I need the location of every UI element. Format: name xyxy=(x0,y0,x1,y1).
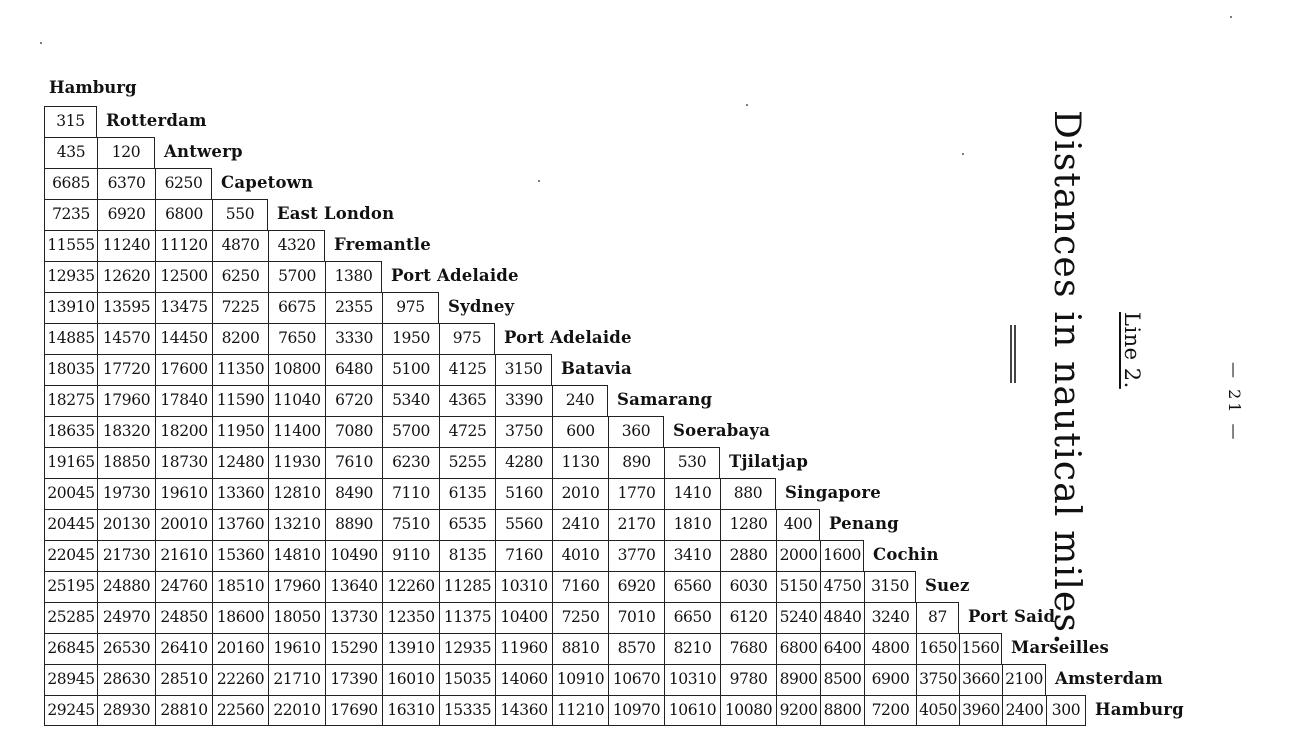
distance-cell: 5340 xyxy=(382,385,439,416)
distance-cell: 24850 xyxy=(155,602,212,633)
distance-cell: 880 xyxy=(720,478,776,509)
distance-cell: 12935 xyxy=(439,633,495,664)
distance-cell: 2100 xyxy=(1002,664,1046,695)
distance-cell: 6675 xyxy=(268,292,325,323)
distance-cell: 26845 xyxy=(44,633,97,664)
distance-cell: 400 xyxy=(776,509,820,540)
distance-cell: 3750 xyxy=(916,664,959,695)
distance-cell: 28810 xyxy=(155,695,212,726)
distance-cell: 13360 xyxy=(212,478,268,509)
distance-cell: 3660 xyxy=(959,664,1002,695)
distance-cell: 13210 xyxy=(268,509,325,540)
port-label: Fremantle xyxy=(334,235,431,254)
distance-cell: 7010 xyxy=(608,602,664,633)
port-label: Antwerp xyxy=(164,142,243,161)
distance-cell: 6800 xyxy=(776,633,820,664)
distance-cell: 12260 xyxy=(382,571,439,602)
port-label: Suez xyxy=(925,576,970,595)
distance-cell: 975 xyxy=(382,292,439,323)
distance-cell: 12500 xyxy=(155,261,212,292)
distance-cell: 3960 xyxy=(959,695,1002,726)
distance-cell: 7160 xyxy=(552,571,608,602)
distance-cell: 7080 xyxy=(325,416,382,447)
distance-cell: 11590 xyxy=(212,385,268,416)
distance-cell: 24760 xyxy=(155,571,212,602)
distance-cell: 975 xyxy=(439,323,495,354)
distance-cell: 22260 xyxy=(212,664,268,695)
distance-cell: 9200 xyxy=(776,695,820,726)
distance-cell: 8570 xyxy=(608,633,664,664)
distance-cell: 6250 xyxy=(155,168,212,199)
distance-cell: 3410 xyxy=(664,540,720,571)
distance-cell: 18320 xyxy=(97,416,155,447)
distance-cell: 14060 xyxy=(495,664,552,695)
distance-cell: 10310 xyxy=(664,664,720,695)
distance-cell: 7110 xyxy=(382,478,439,509)
distance-cell: 11240 xyxy=(97,230,155,261)
distance-cell: 6720 xyxy=(325,385,382,416)
port-label: Hamburg xyxy=(49,78,137,97)
distance-cell: 6400 xyxy=(820,633,864,664)
distance-cell: 20130 xyxy=(97,509,155,540)
distance-cell: 13910 xyxy=(382,633,439,664)
distance-cell: 11375 xyxy=(439,602,495,633)
distance-cell: 24970 xyxy=(97,602,155,633)
port-label: Samarang xyxy=(617,390,713,409)
distance-cell: 20445 xyxy=(44,509,97,540)
distance-cell: 15335 xyxy=(439,695,495,726)
distance-cell: 3770 xyxy=(608,540,664,571)
distance-cell: 3150 xyxy=(864,571,916,602)
distance-cell: 3150 xyxy=(495,354,552,385)
distance-cell: 2010 xyxy=(552,478,608,509)
distance-cell: 14450 xyxy=(155,323,212,354)
port-label: Sydney xyxy=(448,297,515,316)
distance-cell: 6650 xyxy=(664,602,720,633)
port-label: Rotterdam xyxy=(106,111,207,130)
port-label: Port Said xyxy=(968,607,1056,626)
distance-cell: 5100 xyxy=(382,354,439,385)
distance-cell: 11960 xyxy=(495,633,552,664)
distance-cell: 4750 xyxy=(820,571,864,602)
distance-cell: 10910 xyxy=(552,664,608,695)
distance-cell: 435 xyxy=(44,137,97,168)
port-label: Hamburg xyxy=(1095,700,1184,719)
distance-cell: 19610 xyxy=(268,633,325,664)
distance-cell: 14360 xyxy=(495,695,552,726)
distance-cell: 6535 xyxy=(439,509,495,540)
distance-cell: 5560 xyxy=(495,509,552,540)
distance-cell: 4320 xyxy=(268,230,325,261)
distance-cell: 6480 xyxy=(325,354,382,385)
distance-cell: 11040 xyxy=(268,385,325,416)
distance-cell: 5255 xyxy=(439,447,495,478)
distance-cell: 7160 xyxy=(495,540,552,571)
distance-cell: 600 xyxy=(552,416,608,447)
distance-cell: 12620 xyxy=(97,261,155,292)
distance-cell: 20045 xyxy=(44,478,97,509)
distance-cell: 87 xyxy=(916,602,959,633)
distance-cell: 28930 xyxy=(97,695,155,726)
page-number: — 21 — xyxy=(1225,362,1244,443)
distance-cell: 1770 xyxy=(608,478,664,509)
distance-cell: 300 xyxy=(1046,695,1086,726)
distance-cell: 10610 xyxy=(664,695,720,726)
port-label: Amsterdam xyxy=(1055,669,1163,688)
port-label: Cochin xyxy=(873,545,939,564)
distance-cell: 5240 xyxy=(776,602,820,633)
distance-cell: 2880 xyxy=(720,540,776,571)
distance-cell: 13910 xyxy=(44,292,97,323)
port-label: Capetown xyxy=(221,173,314,192)
distance-cell: 5160 xyxy=(495,478,552,509)
distance-cell: 6135 xyxy=(439,478,495,509)
distance-cell: 25195 xyxy=(44,571,97,602)
distance-cell: 14570 xyxy=(97,323,155,354)
distance-cell: 4870 xyxy=(212,230,268,261)
distance-cell: 11930 xyxy=(268,447,325,478)
distance-cell: 5700 xyxy=(382,416,439,447)
distance-cell: 11950 xyxy=(212,416,268,447)
port-label: Port Adelaide xyxy=(391,266,519,285)
distance-cell: 1130 xyxy=(552,447,608,478)
port-label: Marseilles xyxy=(1011,638,1110,657)
distance-cell: 8800 xyxy=(820,695,864,726)
distance-cell: 22045 xyxy=(44,540,97,571)
paper-speck xyxy=(746,104,748,106)
distance-cell: 6250 xyxy=(212,261,268,292)
distance-cell: 19610 xyxy=(155,478,212,509)
distance-cell: 17960 xyxy=(268,571,325,602)
distance-cell: 7680 xyxy=(720,633,776,664)
distance-cell: 12935 xyxy=(44,261,97,292)
distance-cell: 15035 xyxy=(439,664,495,695)
page-title: Distances in nautical miles. xyxy=(1046,110,1087,646)
distance-cell: 6560 xyxy=(664,571,720,602)
distance-cell: 11400 xyxy=(268,416,325,447)
distance-cell: 14885 xyxy=(44,323,97,354)
distance-cell: 16310 xyxy=(382,695,439,726)
distance-cell: 17960 xyxy=(97,385,155,416)
distance-cell: 20160 xyxy=(212,633,268,664)
distance-cell: 28945 xyxy=(44,664,97,695)
paper-speck xyxy=(538,180,540,182)
distance-cell: 1560 xyxy=(959,633,1002,664)
distance-cell: 6685 xyxy=(44,168,97,199)
distance-cell: 3330 xyxy=(325,323,382,354)
distance-cell: 5150 xyxy=(776,571,820,602)
distance-cell: 25285 xyxy=(44,602,97,633)
distance-cell: 13595 xyxy=(97,292,155,323)
distance-cell: 17690 xyxy=(325,695,382,726)
port-label: Penang xyxy=(829,514,899,533)
distance-cell: 11120 xyxy=(155,230,212,261)
distance-cell: 550 xyxy=(212,199,268,230)
distance-cell: 17600 xyxy=(155,354,212,385)
distance-cell: 4800 xyxy=(864,633,916,664)
distance-cell: 21610 xyxy=(155,540,212,571)
distance-cell: 2410 xyxy=(552,509,608,540)
distance-cell: 4125 xyxy=(439,354,495,385)
distance-cell: 10970 xyxy=(608,695,664,726)
distance-cell: 17840 xyxy=(155,385,212,416)
paper-speck xyxy=(1230,16,1232,18)
distance-cell: 13475 xyxy=(155,292,212,323)
distance-cell: 10400 xyxy=(495,602,552,633)
margin-rule xyxy=(1010,325,1012,383)
distance-cell: 6230 xyxy=(382,447,439,478)
distance-cell: 120 xyxy=(97,137,155,168)
distance-cell: 22560 xyxy=(212,695,268,726)
distance-cell: 6030 xyxy=(720,571,776,602)
distance-cell: 3390 xyxy=(495,385,552,416)
distance-cell: 18600 xyxy=(212,602,268,633)
distance-cell: 1280 xyxy=(720,509,776,540)
distance-cell: 13730 xyxy=(325,602,382,633)
distance-cell: 6370 xyxy=(97,168,155,199)
distance-cell: 8200 xyxy=(212,323,268,354)
distance-cell: 6900 xyxy=(864,664,916,695)
distance-cell: 10490 xyxy=(325,540,382,571)
port-label: Tjilatjap xyxy=(729,452,809,471)
distance-cell: 240 xyxy=(552,385,608,416)
distance-cell: 15290 xyxy=(325,633,382,664)
distance-cell: 8500 xyxy=(820,664,864,695)
distance-cell: 7510 xyxy=(382,509,439,540)
distance-cell: 16010 xyxy=(382,664,439,695)
distance-cell: 26410 xyxy=(155,633,212,664)
distance-cell: 8890 xyxy=(325,509,382,540)
distance-cell: 24880 xyxy=(97,571,155,602)
distance-cell: 4840 xyxy=(820,602,864,633)
distance-cell: 890 xyxy=(608,447,664,478)
distance-cell: 18850 xyxy=(97,447,155,478)
distance-cell: 11285 xyxy=(439,571,495,602)
distance-cell: 7650 xyxy=(268,323,325,354)
distance-cell: 2000 xyxy=(776,540,820,571)
distance-cell: 1380 xyxy=(325,261,382,292)
distance-cell: 11350 xyxy=(212,354,268,385)
distance-cell: 28630 xyxy=(97,664,155,695)
distance-cell: 7200 xyxy=(864,695,916,726)
distance-cell: 1600 xyxy=(820,540,864,571)
distance-cell: 17720 xyxy=(97,354,155,385)
distance-cell: 9780 xyxy=(720,664,776,695)
distance-cell: 6920 xyxy=(97,199,155,230)
distance-cell: 18200 xyxy=(155,416,212,447)
distance-cell: 6920 xyxy=(608,571,664,602)
distance-cell: 9110 xyxy=(382,540,439,571)
distance-cell: 7610 xyxy=(325,447,382,478)
distance-cell: 1410 xyxy=(664,478,720,509)
distance-cell: 1810 xyxy=(664,509,720,540)
distance-cell: 4365 xyxy=(439,385,495,416)
distance-cell: 18635 xyxy=(44,416,97,447)
distance-cell: 6800 xyxy=(155,199,212,230)
distance-cell: 21730 xyxy=(97,540,155,571)
distance-cell: 8210 xyxy=(664,633,720,664)
distance-cell: 18730 xyxy=(155,447,212,478)
distance-cell: 26530 xyxy=(97,633,155,664)
distance-cell: 10800 xyxy=(268,354,325,385)
distance-cell: 8490 xyxy=(325,478,382,509)
distance-cell: 13640 xyxy=(325,571,382,602)
port-label: East London xyxy=(277,204,395,223)
distance-cell: 8900 xyxy=(776,664,820,695)
distance-cell: 18275 xyxy=(44,385,97,416)
distance-cell: 10080 xyxy=(720,695,776,726)
distance-cell: 10670 xyxy=(608,664,664,695)
margin-rule xyxy=(1014,325,1016,383)
distance-cell: 15360 xyxy=(212,540,268,571)
distance-cell: 12480 xyxy=(212,447,268,478)
distance-cell: 14810 xyxy=(268,540,325,571)
distance-cell: 28510 xyxy=(155,664,212,695)
distance-cell: 8135 xyxy=(439,540,495,571)
distance-cell: 12350 xyxy=(382,602,439,633)
distance-cell: 10310 xyxy=(495,571,552,602)
distance-cell: 21710 xyxy=(268,664,325,695)
distance-cell: 7250 xyxy=(552,602,608,633)
distance-cell: 2400 xyxy=(1002,695,1046,726)
distance-cell: 530 xyxy=(664,447,720,478)
distance-cell: 12810 xyxy=(268,478,325,509)
distance-cell: 2170 xyxy=(608,509,664,540)
distance-cell: 11210 xyxy=(552,695,608,726)
distance-cell: 4725 xyxy=(439,416,495,447)
distance-cell: 3750 xyxy=(495,416,552,447)
distance-cell: 4280 xyxy=(495,447,552,478)
distance-cell: 2355 xyxy=(325,292,382,323)
distance-cell: 315 xyxy=(44,106,97,137)
distance-cell: 13760 xyxy=(212,509,268,540)
distance-cell: 6120 xyxy=(720,602,776,633)
distance-cell: 22010 xyxy=(268,695,325,726)
line-label: Line 2. xyxy=(1120,312,1144,389)
distance-cell: 7225 xyxy=(212,292,268,323)
distance-cell: 1650 xyxy=(916,633,959,664)
distance-cell: 19730 xyxy=(97,478,155,509)
distance-cell: 29245 xyxy=(44,695,97,726)
distance-cell: 4050 xyxy=(916,695,959,726)
distance-cell: 18510 xyxy=(212,571,268,602)
distance-cell: 7235 xyxy=(44,199,97,230)
distance-cell: 19165 xyxy=(44,447,97,478)
paper-speck xyxy=(962,153,964,155)
port-label: Singapore xyxy=(785,483,881,502)
distance-cell: 11555 xyxy=(44,230,97,261)
port-label: Batavia xyxy=(561,359,632,378)
paper-speck xyxy=(40,42,42,44)
distance-cell: 18035 xyxy=(44,354,97,385)
distance-cell: 18050 xyxy=(268,602,325,633)
distance-cell: 1950 xyxy=(382,323,439,354)
distance-cell: 5700 xyxy=(268,261,325,292)
distance-cell: 17390 xyxy=(325,664,382,695)
distance-cell: 20010 xyxy=(155,509,212,540)
port-label: Port Adelaide xyxy=(504,328,632,347)
distance-cell: 360 xyxy=(608,416,664,447)
distance-cell: 4010 xyxy=(552,540,608,571)
port-label: Soerabaya xyxy=(673,421,771,440)
distance-cell: 3240 xyxy=(864,602,916,633)
distance-cell: 8810 xyxy=(552,633,608,664)
